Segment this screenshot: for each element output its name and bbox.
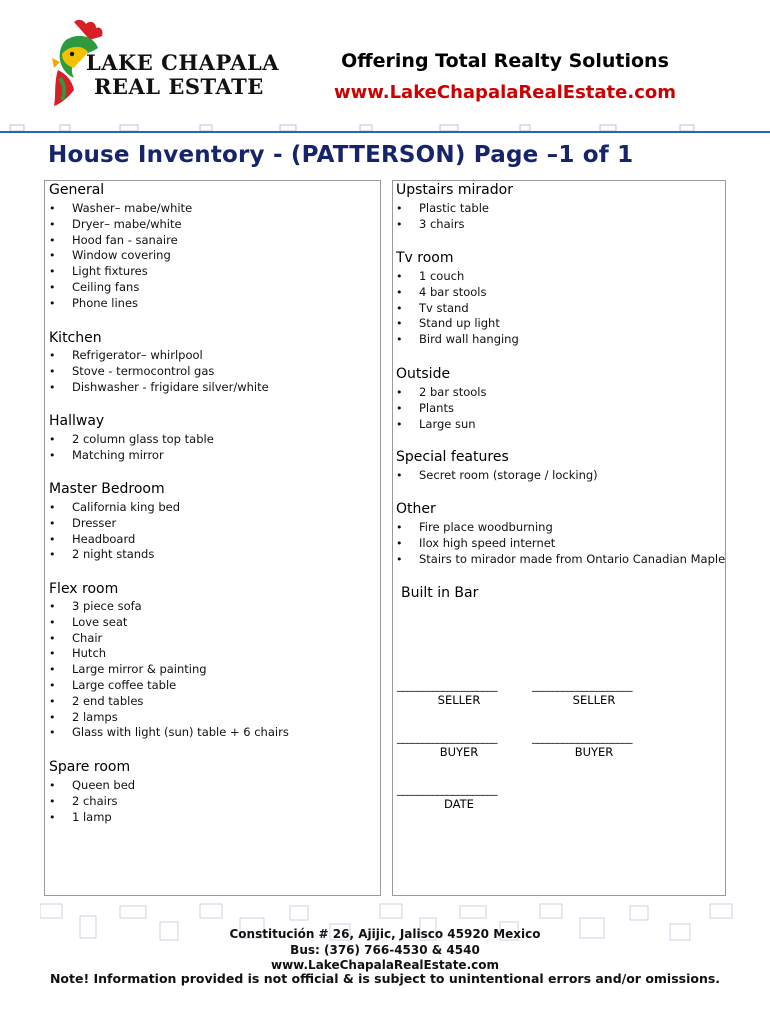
list-item: • Large mirror & painting (46, 662, 289, 678)
list-item: • Dishwasher - frigidare silver/white (46, 380, 269, 396)
signature-label: BUYER (439, 745, 479, 759)
footer-website[interactable]: www.LakeChapalaRealEstate.com (271, 958, 499, 972)
logo-text-line2: REAL ESTATE (94, 74, 264, 99)
list-item: • Stove - termocontrol gas (46, 364, 269, 380)
list-item: • Bird wall hanging (393, 332, 519, 348)
list-item: • Ilox high speed internet (393, 536, 725, 552)
list-item: • 2 chairs (46, 794, 135, 810)
company-logo (42, 14, 280, 114)
seller-signature-2[interactable] (532, 679, 632, 707)
list-item: • Fire place woodburning (393, 520, 725, 536)
date-field[interactable] (397, 783, 497, 811)
list-hallway (46, 432, 214, 464)
decorative-band (0, 123, 770, 137)
list-item: • Large sun (393, 417, 486, 433)
list-item: • Dryer– mabe/white (46, 217, 192, 233)
list-item: • Glass with light (sun) table + 6 chairs (46, 725, 289, 741)
list-item: • Ceiling fans (46, 280, 192, 296)
section-title-outside: Outside (396, 366, 451, 382)
signature-line: ____________________ (532, 731, 632, 744)
list-item: • Matching mirror (46, 448, 214, 464)
list-master-bedroom (46, 500, 180, 563)
list-item: • 2 column glass top table (46, 432, 214, 448)
section-title-hallway: Hallway (49, 413, 105, 429)
seller-signature-1[interactable] (397, 679, 497, 707)
list-item: • Dresser (46, 516, 180, 532)
signature-line: ____________________ (397, 731, 497, 744)
list-item: • Love seat (46, 615, 289, 631)
signature-label: SELLER (572, 693, 616, 707)
signature-line: ____________________ (397, 679, 497, 692)
footer-address: Constitución # 26, Ajijic, Jalisco 45920 Mexico (229, 927, 541, 941)
section-title-master-bedroom: Master Bedroom (49, 481, 165, 497)
footer-disclaimer: Note! Information provided is not official & is subject to unintentional errors and/or omissions. (49, 971, 721, 986)
list-general (46, 201, 192, 312)
list-item: • Plants (393, 401, 486, 417)
list-item: • Hutch (46, 646, 289, 662)
list-item: • Headboard (46, 532, 180, 548)
page-title: House Inventory - (PATTERSON) Page –1 of 1 (48, 142, 634, 168)
section-title-built-in-bar: Built in Bar (401, 585, 479, 601)
list-tv-room (393, 269, 519, 348)
section-title-kitchen: Kitchen (49, 330, 102, 346)
buyer-signature-2[interactable] (532, 731, 632, 759)
list-item: • Phone lines (46, 296, 192, 312)
section-title-tv-room: Tv room (396, 250, 454, 266)
list-outside (393, 385, 486, 432)
list-item: • 2 lamps (46, 710, 289, 726)
list-flex-room (46, 599, 289, 741)
signature-line: ____________________ (532, 679, 632, 692)
list-item: • Large coffee table (46, 678, 289, 694)
signature-line: ____________________ (397, 783, 497, 796)
list-item: • 2 night stands (46, 547, 180, 563)
list-item: • Stand up light (393, 316, 519, 332)
list-item: • 4 bar stools (393, 285, 519, 301)
buyer-signature-1[interactable] (397, 731, 497, 759)
list-item: • California king bed (46, 500, 180, 516)
list-item: • 2 bar stools (393, 385, 486, 401)
list-item: • Window covering (46, 248, 192, 264)
signature-label: SELLER (437, 693, 481, 707)
list-upstairs-mirador (393, 201, 489, 233)
list-item: • Refrigerator– whirlpool (46, 348, 269, 364)
section-title-other: Other (396, 501, 436, 517)
logo-text-line1: LAKE CHAPALA (86, 50, 280, 75)
list-item: • Hood fan - sanaire (46, 233, 192, 249)
list-item: • Tv stand (393, 301, 519, 317)
section-title-special-features: Special features (396, 449, 509, 465)
list-spare-room (46, 778, 135, 825)
list-item: • 1 lamp (46, 810, 135, 826)
signature-label: DATE (444, 797, 474, 811)
list-special-features (393, 468, 598, 484)
section-title-flex-room: Flex room (49, 581, 119, 597)
list-item: • Secret room (storage / locking) (393, 468, 598, 484)
list-item: • Stairs to mirador made from Ontario Canadian Maple (393, 552, 725, 568)
signature-label: BUYER (574, 745, 614, 759)
tagline: Offering Total Realty Solutions (341, 50, 669, 72)
list-item: • Washer– mabe/white (46, 201, 192, 217)
section-title-upstairs-mirador: Upstairs mirador (396, 182, 513, 198)
list-item: • 3 chairs (393, 217, 489, 233)
website-link[interactable]: www.LakeChapalaRealEstate.com (334, 82, 676, 103)
list-item: • 2 end tables (46, 694, 289, 710)
list-other (393, 520, 725, 567)
section-title-spare-room: Spare room (49, 759, 131, 775)
list-item: • 1 couch (393, 269, 519, 285)
list-kitchen (46, 348, 269, 395)
list-item: • Light fixtures (46, 264, 192, 280)
list-item: • 3 piece sofa (46, 599, 289, 615)
list-item: • Queen bed (46, 778, 135, 794)
list-item: • Chair (46, 631, 289, 647)
section-title-general: General (49, 182, 105, 198)
footer-phone: Bus: (376) 766-4530 & 4540 (290, 943, 480, 957)
list-item: • Plastic table (393, 201, 489, 217)
